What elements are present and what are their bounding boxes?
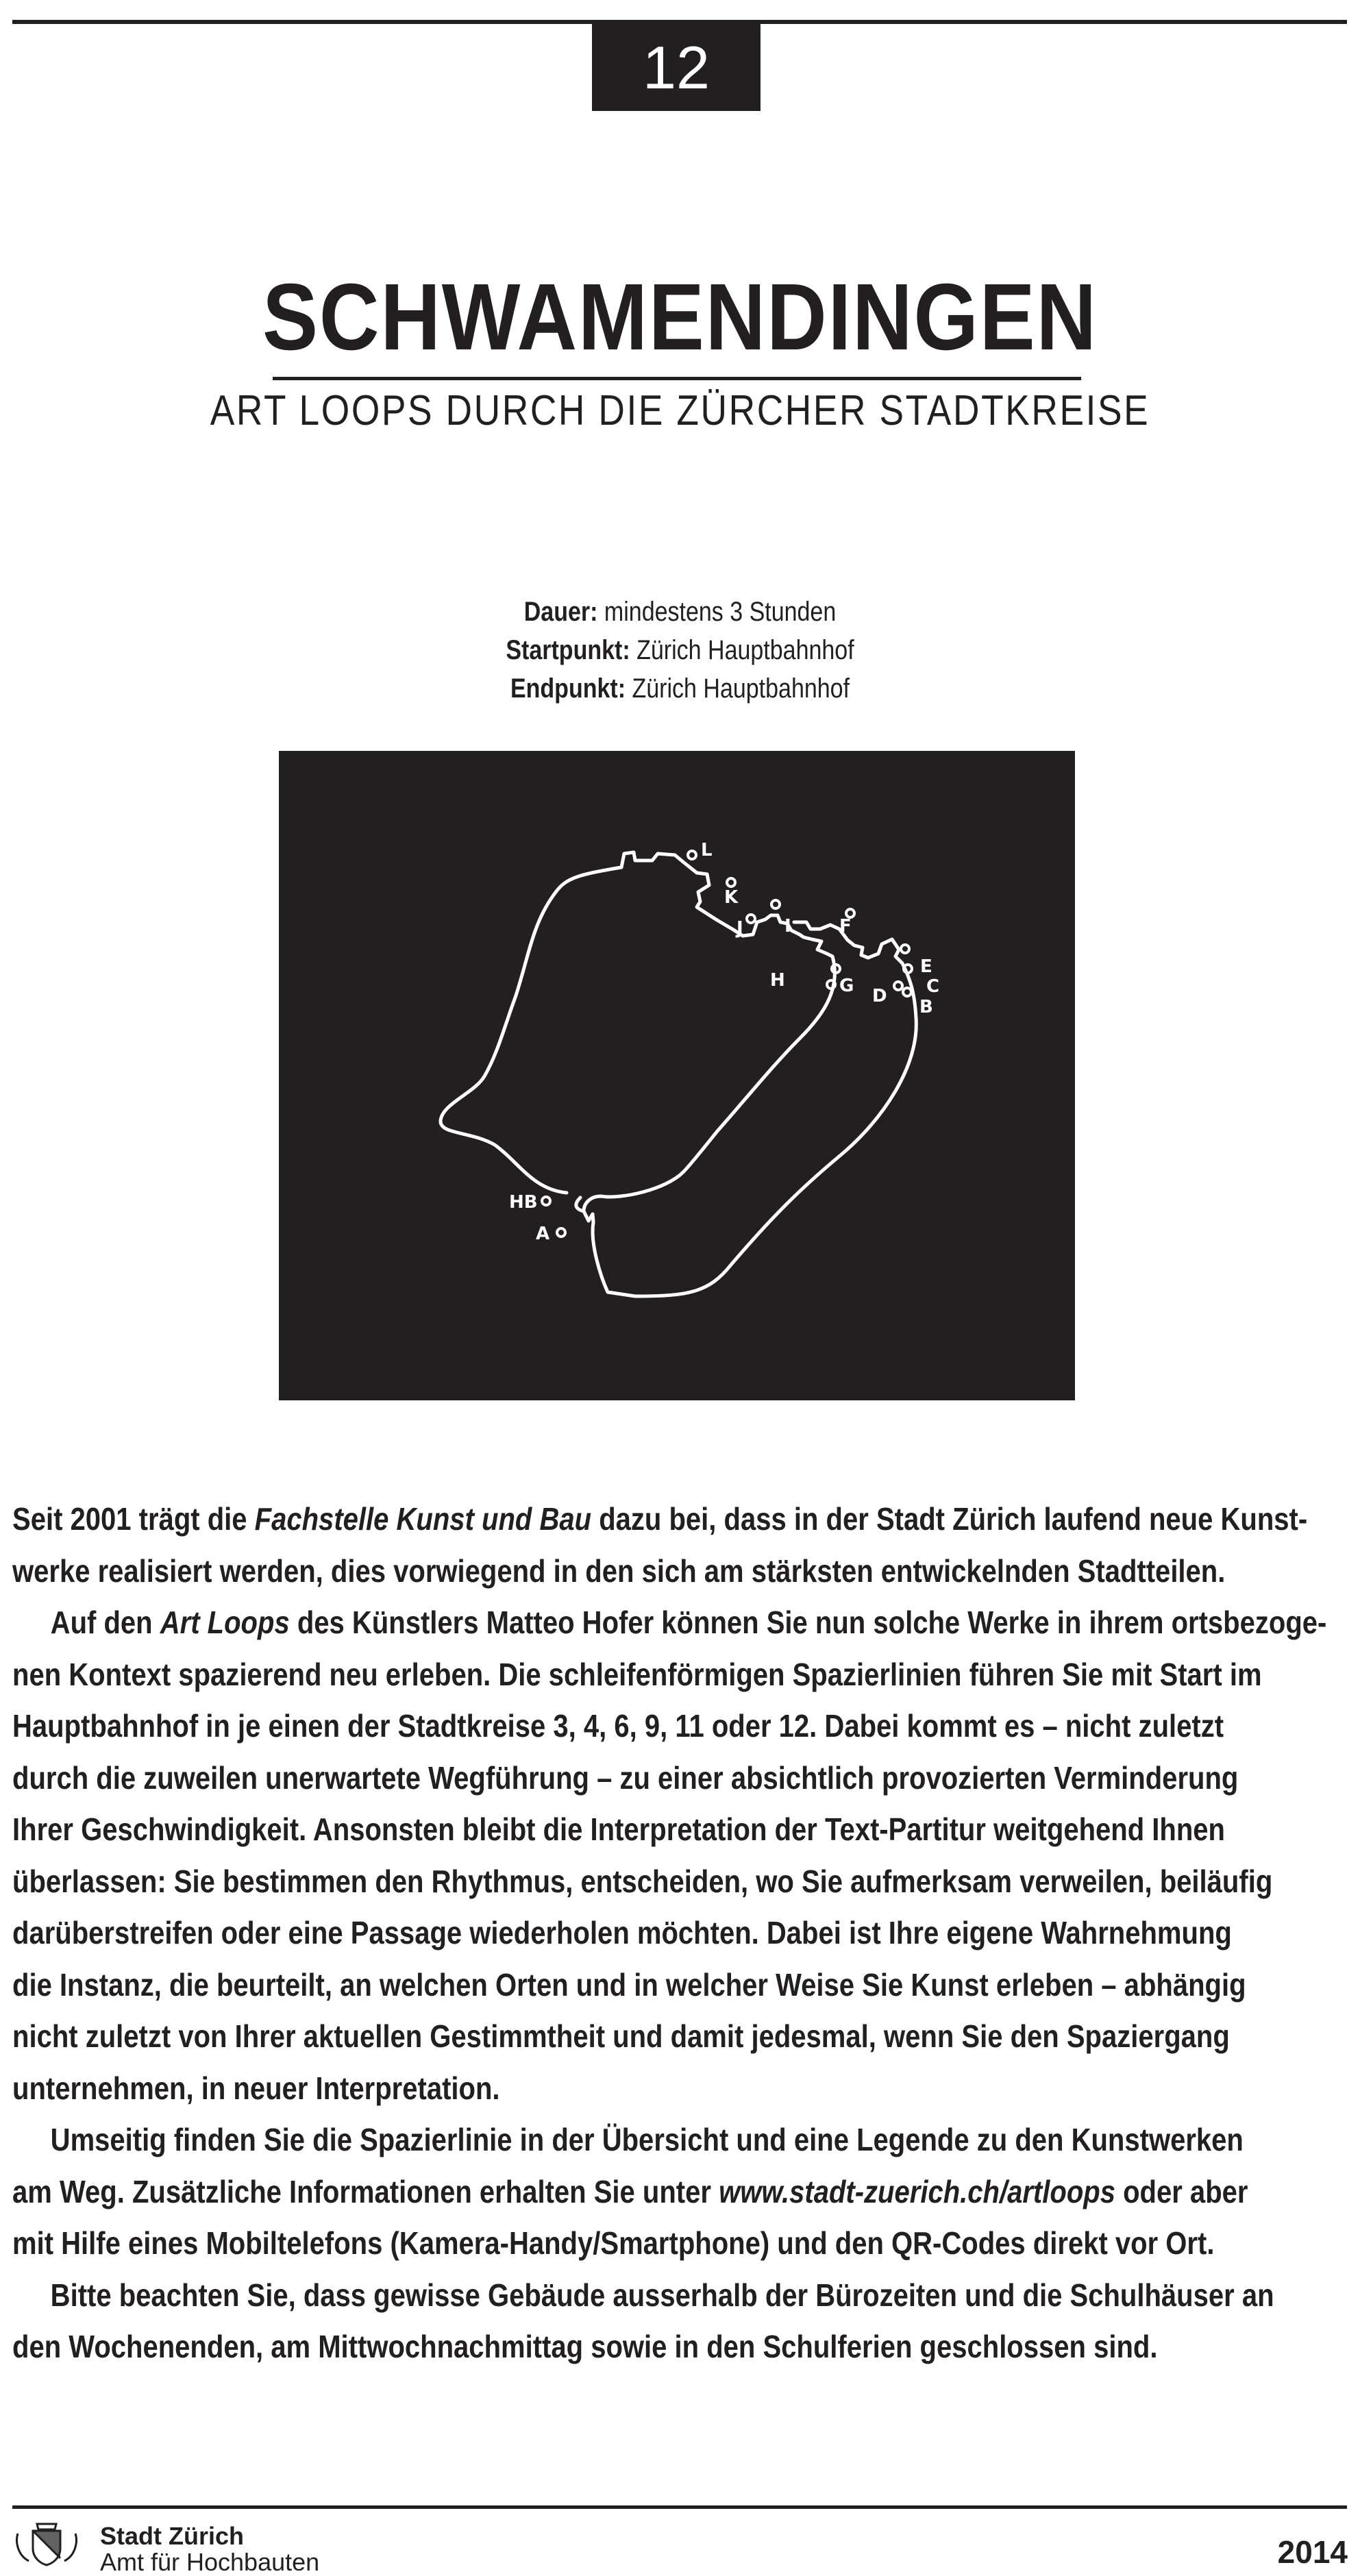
marker-j: [747, 915, 755, 923]
start-value: Zürich Hauptbahnhof: [636, 635, 854, 665]
map-label-hb: HB: [509, 1192, 538, 1213]
duration-value: mindestens 3 Stunden: [604, 597, 837, 627]
text-span: dazu bei, dass in der Stadt Zürich laufend neue Kunst-: [591, 1501, 1308, 1537]
text-line: darüberstreifen oder eine Passage wiederholen möchten. Dabei ist Ihre eigene Wahrnehmung: [12, 1915, 1232, 1950]
text-span: des Künstlers Matteo Hofer können Sie nun solche Werke in ihrem ortsbezoge-: [289, 1605, 1327, 1640]
map-label-e-pos: E: [920, 956, 932, 977]
page-subtitle: ART LOOPS DURCH DIE ZÜRCHER STADTKREISE: [210, 387, 1150, 434]
duration-label: Dauer:: [523, 597, 598, 627]
text-span: Seit 2001 trägt die: [12, 1501, 255, 1537]
text-line: werke realisiert werden, dies vorwiegend in den sich am stärksten entwickelnden Stadtteilen.: [12, 1552, 1226, 1589]
page-number: 12: [643, 33, 710, 101]
map-label-g: G: [839, 976, 854, 996]
end-label: Endpunkt:: [510, 673, 626, 704]
marker-d: [894, 982, 902, 990]
emphasis-art-loops: Art Loops: [160, 1605, 290, 1640]
start-label: Startpunkt:: [506, 635, 630, 665]
zurich-coat-of-arms-icon: [12, 2521, 81, 2568]
route-map: [279, 751, 1075, 1400]
website-link[interactable]: www.stadt-zuerich.ch/artloops: [719, 2173, 1115, 2209]
page-number-tab: [592, 24, 761, 111]
title-underline: [273, 377, 1081, 380]
text-line: Hauptbahnhof in je einen der Stadtkreise 3, 4, 6, 9, 11 oder 12. Dabei kommt es – nicht zuletzt: [12, 1708, 1224, 1744]
text-line: [12, 2166, 1248, 2218]
text-line: unternehmen, in neuer Interpretation.: [12, 2070, 500, 2106]
paragraph-1: [12, 1494, 1348, 1597]
start-row: [102, 631, 1258, 669]
paragraph-4: [12, 2270, 1348, 2373]
text-span: oder aber: [1115, 2173, 1248, 2209]
text-line: mit Hilfe eines Mobiltelefons (Kamera-Handy/Smartphone) und den QR-Codes direkt vor Ort.: [12, 2225, 1215, 2261]
route-map-svg: [279, 751, 1075, 1400]
map-label-a: A: [536, 1224, 550, 1244]
map-label-b: B: [919, 997, 933, 1017]
map-label-d: D: [872, 986, 887, 1006]
text-line: nicht zuletzt von Ihrer aktuellen Gestimmtheit und damit jedesmal, wenn Sie den Spaziergang: [12, 2018, 1230, 2054]
marker-hb: [542, 1197, 550, 1205]
text-span: am Weg. Zusätzliche Informationen erhalten Sie unter: [12, 2173, 719, 2209]
marker-i: [771, 900, 780, 908]
page-title: SCHWAMENDINGEN: [262, 264, 1098, 370]
text-line: nen Kontext spazierend neu erleben. Die schleifenförmigen Spazierlinien führen Sie mit Start im: [12, 1656, 1262, 1692]
map-label-c: C: [926, 976, 940, 997]
map-label-j: J: [737, 918, 743, 939]
map-label-k: K: [724, 887, 739, 908]
marker-e: [901, 945, 909, 953]
marker-c: [904, 965, 912, 973]
text-line: [12, 1597, 1327, 1649]
emphasis-fachstelle: Fachstelle Kunst und Bau: [254, 1501, 592, 1537]
text-line: Ihrer Geschwindigkeit. Ansonsten bleibt die Interpretation der Text-Partitur weitgehend Ihnen: [12, 1811, 1226, 1847]
text-line: Umseitig finden Sie die Spazierlinie in der Übersicht und eine Legende zu den Kunstwerken: [50, 2122, 1244, 2157]
marker-k: [727, 878, 735, 887]
intro-text: [12, 1494, 1348, 2373]
bottom-rule: [12, 2505, 1347, 2509]
duration-row: [102, 593, 1258, 631]
map-label-f: F: [839, 916, 852, 937]
footer-dept: Amt für Hochbauten: [100, 2548, 320, 2576]
marker-a: [557, 1228, 565, 1237]
text-line: Bitte beachten Sie, dass gewisse Gebäude ausserhalb der Bürozeiten und die Schulhäuser an: [50, 2277, 1274, 2313]
text-line: durch die zuweilen unerwartete Wegführung – zu einer absichtlich provozierten Verminderung: [12, 1759, 1239, 1796]
text-span: Auf den: [50, 1605, 160, 1640]
text-line: [12, 1494, 1308, 1546]
end-value: Zürich Hauptbahnhof: [632, 673, 850, 704]
footer-year: 2014: [1277, 2534, 1348, 2570]
map-label-l: L: [701, 840, 713, 860]
tour-info: [0, 593, 1360, 708]
marker-b: [903, 988, 911, 996]
marker-g: [827, 980, 835, 989]
text-line: die Instanz, die beurteilt, an welchen Orten und in welcher Weise Sie Kunst erleben – abhängig: [12, 1966, 1246, 2003]
text-line: überlassen: Sie bestimmen den Rhythmus, entscheiden, wo Sie aufmerksam verweilen, beiläufig: [12, 1863, 1273, 1899]
paragraph-3: [12, 2114, 1348, 2270]
map-label-i: I: [784, 916, 791, 937]
end-row: [102, 669, 1258, 708]
paragraph-2: [12, 1597, 1348, 2114]
marker-l: [688, 851, 696, 859]
map-label-h: H: [770, 970, 785, 991]
footer-org: Stadt Zürich: [100, 2522, 245, 2550]
text-line: den Wochenenden, am Mittwochnachmittag sowie in den Schulferien geschlossen sind.: [12, 2329, 1158, 2364]
